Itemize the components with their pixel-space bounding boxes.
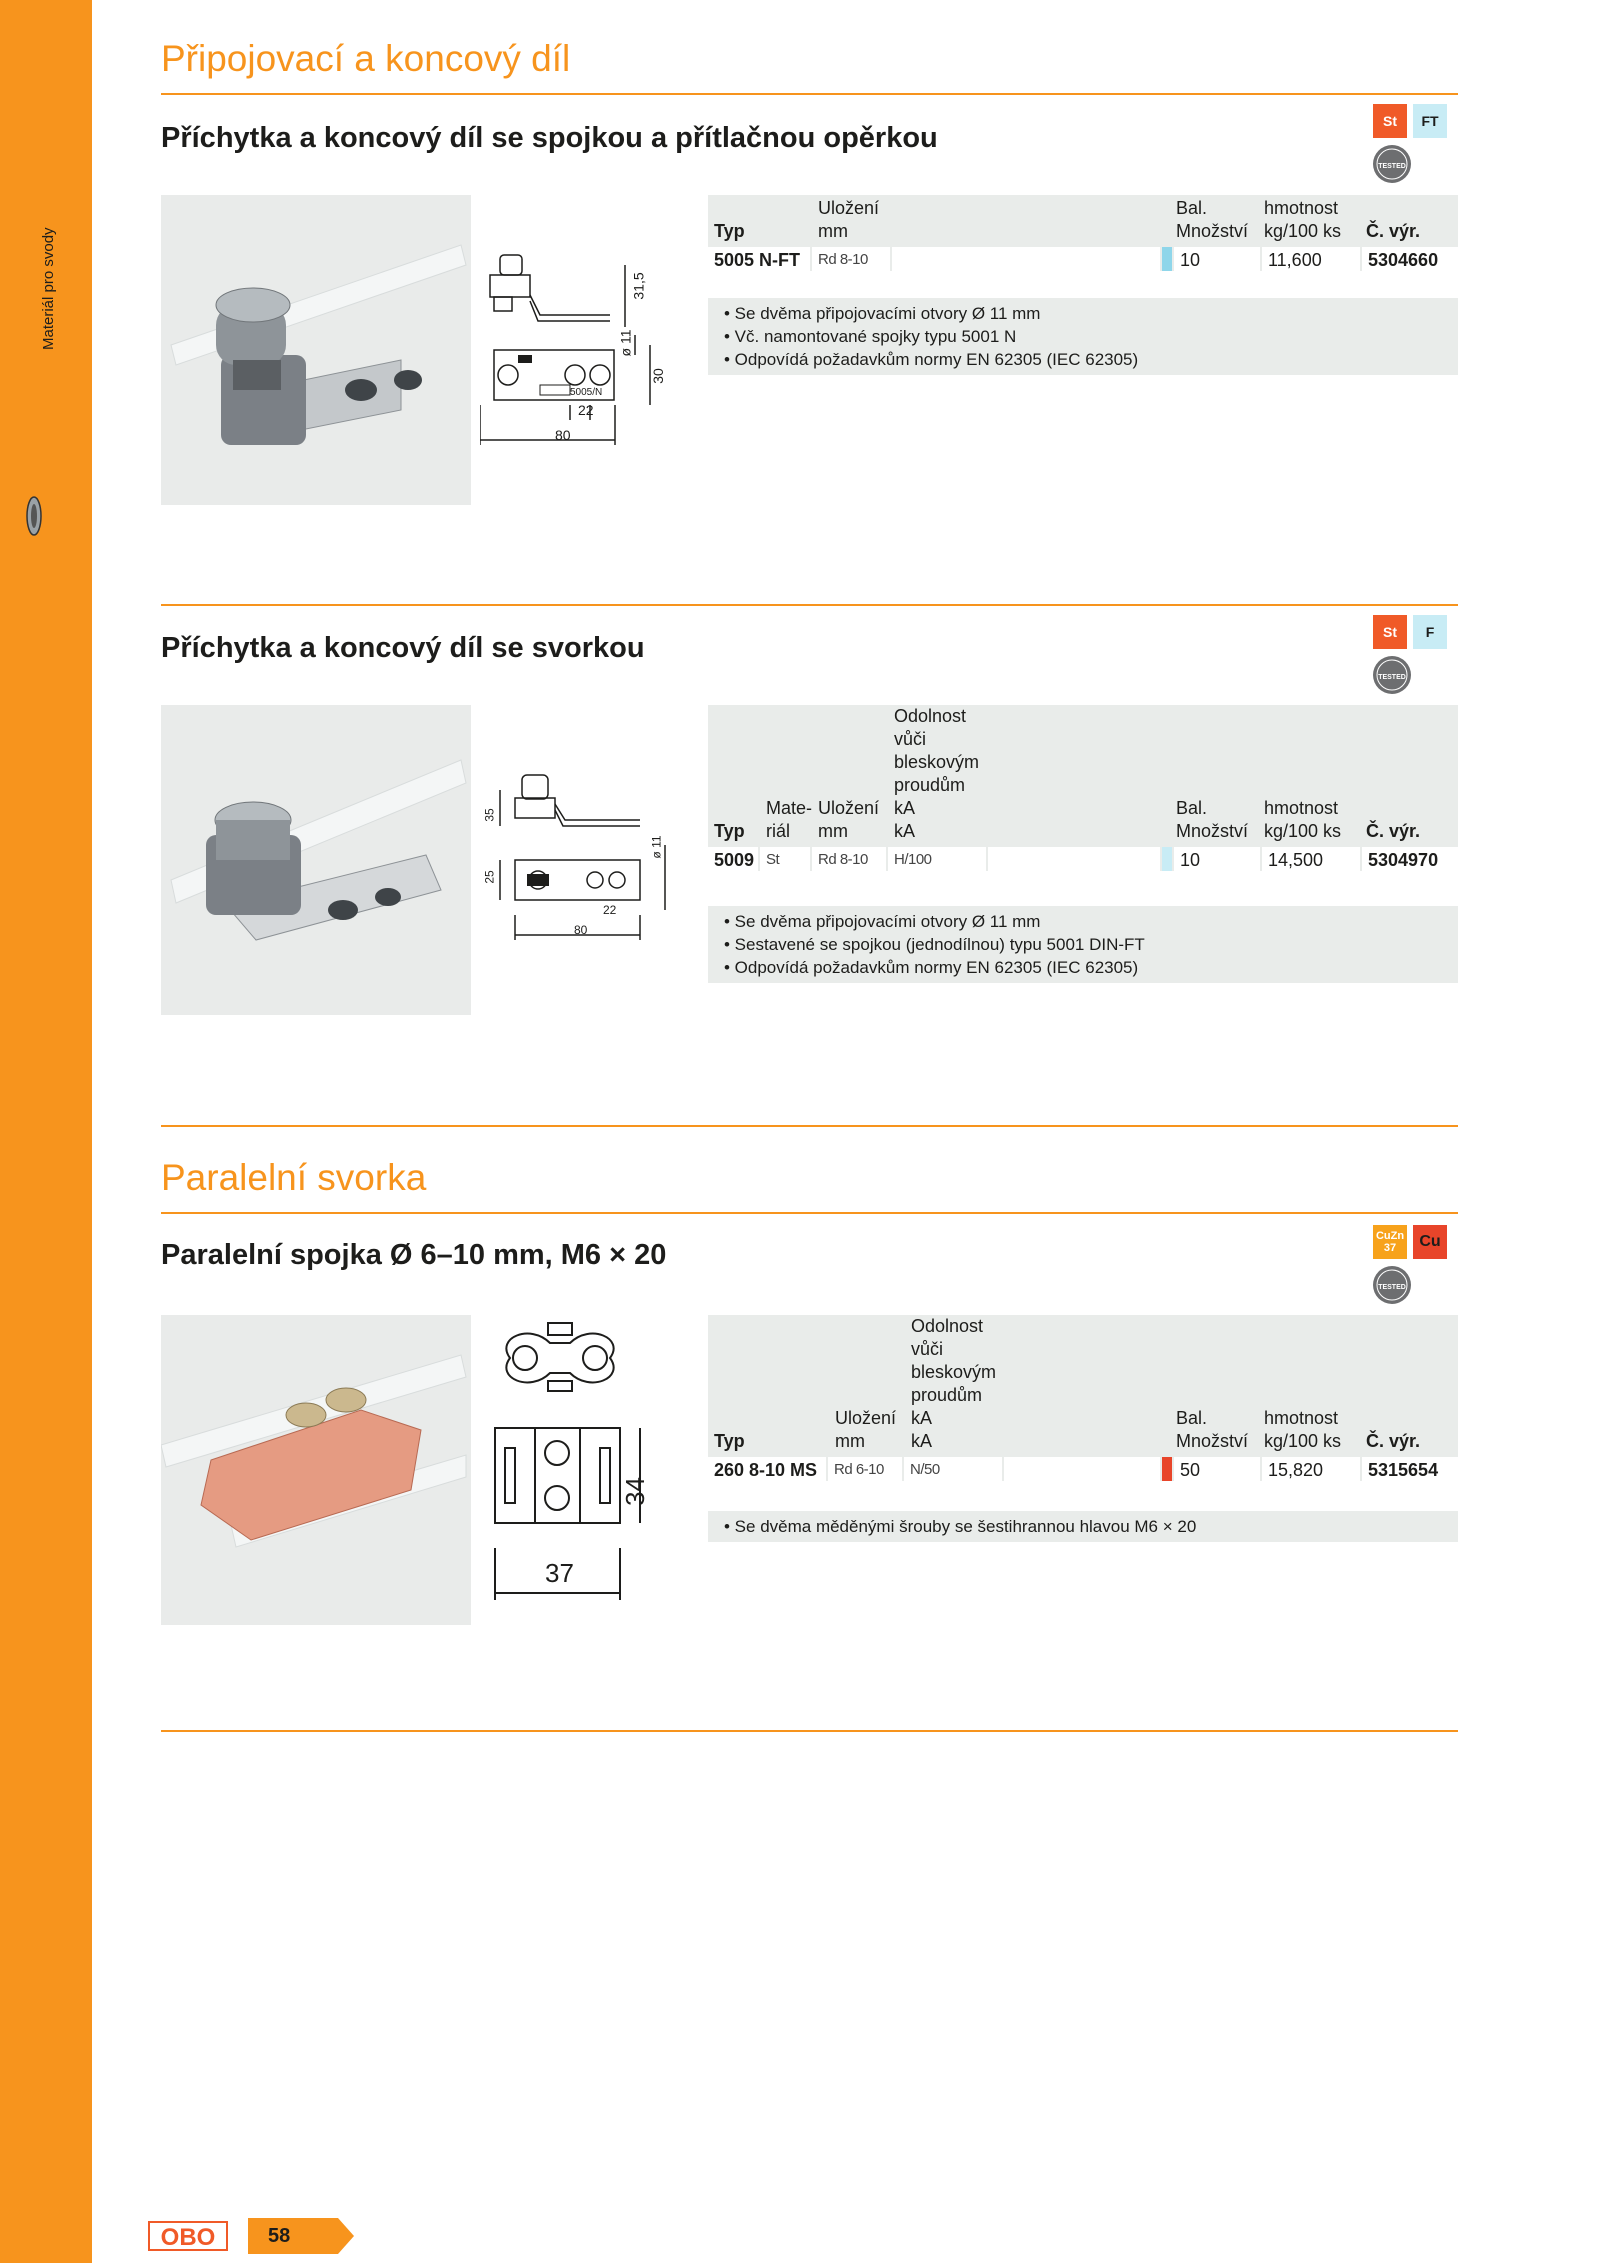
dimension-label: 80 — [574, 923, 588, 937]
section-rule — [161, 1730, 1458, 1732]
svg-text:TESTED: TESTED — [1378, 674, 1406, 681]
cell-hmotnost: 14,500 — [1262, 847, 1362, 871]
table-row — [708, 847, 1458, 873]
product-notes — [708, 1511, 1458, 1542]
col-header: Mate- riál — [766, 798, 813, 841]
cell-empty — [892, 247, 1162, 271]
cell-ulozeni: Rd 8-10 — [812, 847, 888, 871]
note-item: • Odpovídá požadavkům normy EN 62305 (IEC 62305) — [724, 958, 1139, 977]
product-title: Příchytka a koncový díl se spojkou a přítlačnou opěrkou — [161, 122, 938, 154]
clamp-photo-illustration — [161, 195, 471, 505]
product-title: Příchytka a koncový díl se svorkou — [161, 632, 645, 664]
cell-cislo: 5315654 — [1362, 1457, 1458, 1481]
cell-odolnost: N/50 — [904, 1457, 1004, 1481]
page-number-text: 58 — [268, 2225, 291, 2247]
sidebar-label: Materiál pro svody — [40, 227, 57, 350]
material-badge: Cu — [1413, 1225, 1447, 1259]
cable-clip-icon — [24, 494, 44, 538]
finish-badge: FT — [1413, 104, 1447, 138]
col-header: hmotnost kg/100 ks — [1264, 798, 1342, 841]
section-title: Připojovací a koncový díl — [161, 38, 571, 79]
col-header: Uložení mm — [818, 198, 880, 241]
col-header: Č. výr. — [1366, 1431, 1421, 1451]
table-row — [708, 1457, 1458, 1483]
dimension-label: 22 — [578, 402, 594, 418]
col-header: Odolnost vůči bleskovým proudům kA kA — [911, 1316, 997, 1451]
finish-badge: F — [1413, 615, 1447, 649]
col-header: Odolnost vůči bleskovým proudům kA kA — [894, 706, 980, 841]
note-item: • Vč. namontované spojky typu 5001 N — [724, 327, 1017, 346]
cell-odolnost: H/100 — [888, 847, 988, 871]
dimension-label: 25 — [482, 870, 497, 884]
col-header: Uložení mm — [818, 798, 880, 841]
col-header: hmotnost kg/100 ks — [1264, 1408, 1342, 1451]
logo-text: OBO — [160, 2224, 216, 2251]
material-badge: St — [1373, 104, 1407, 138]
cell-typ: 260 8-10 MS — [708, 1457, 828, 1481]
col-header: Typ — [714, 821, 745, 841]
obo-logo — [148, 2218, 228, 2254]
tested-seal-icon — [1372, 144, 1412, 184]
clamp-photo-illustration — [161, 705, 471, 1015]
note-item: • Se dvěma připojovacími otvory Ø 11 mm — [724, 912, 1041, 931]
material-badge: CuZn 37 — [1373, 1225, 1407, 1259]
cell-cislo: 5304970 — [1362, 847, 1458, 871]
drawing-part-label: 5005/N — [570, 387, 603, 398]
cell-typ: 5005 N-FT — [708, 247, 812, 271]
dimension-label: ø 11 — [617, 329, 634, 357]
cell-bal: 10 — [1174, 247, 1262, 271]
section-title: Paralelní svorka — [161, 1157, 427, 1198]
col-header: Bal. Množství — [1176, 798, 1249, 841]
product-table — [708, 705, 1458, 873]
product-notes — [708, 906, 1458, 983]
col-header: Typ — [714, 1431, 745, 1451]
cell-typ: 5009 — [708, 847, 760, 871]
cell-hmotnost: 11,600 — [1262, 247, 1362, 271]
dimension-label: 80 — [555, 427, 571, 443]
clamp-photo-illustration — [161, 1315, 471, 1625]
cell-bal: 10 — [1174, 847, 1262, 871]
col-header: hmotnost kg/100 ks — [1264, 198, 1342, 241]
product-title: Paralelní spojka Ø 6–10 mm, M6 × 20 — [161, 1239, 667, 1271]
note-item: • Odpovídá požadavkům normy EN 62305 (IEC 62305) — [724, 350, 1139, 369]
color-indicator — [1162, 1457, 1174, 1481]
dimension-label: 35 — [482, 808, 497, 822]
svg-text:TESTED: TESTED — [1378, 1284, 1406, 1291]
product-notes — [708, 298, 1458, 375]
dimension-label: 37 — [545, 1558, 574, 1588]
material-badge: St — [1373, 615, 1407, 649]
cell-ulozeni: Rd 8-10 — [812, 247, 892, 271]
cell-cislo: 5304660 — [1362, 247, 1458, 271]
dimension-label: 34 — [619, 1477, 650, 1506]
page-number — [248, 2218, 354, 2254]
technical-drawing — [490, 1318, 690, 1618]
dimension-label: 31,5 — [630, 272, 647, 300]
product-photo — [161, 705, 471, 1015]
col-header: Typ — [714, 221, 745, 241]
cell-ulozeni: Rd 6-10 — [828, 1457, 904, 1481]
col-header: Č. výr. — [1366, 821, 1421, 841]
section-rule — [161, 93, 1458, 95]
product-photo — [161, 1315, 471, 1625]
cell-bal: 50 — [1174, 1457, 1262, 1481]
note-item: • Se dvěma připojovacími otvory Ø 11 mm — [724, 304, 1041, 323]
color-indicator — [1162, 247, 1174, 271]
cell-empty — [988, 847, 1162, 871]
dimension-label: 22 — [603, 903, 617, 917]
col-header: Bal. Množství — [1176, 1408, 1249, 1451]
cell-material: St — [760, 847, 812, 871]
tested-seal-icon — [1372, 655, 1412, 695]
section-rule — [161, 604, 1458, 606]
table-row — [708, 247, 1458, 273]
cell-empty — [1004, 1457, 1162, 1481]
svg-text:TESTED: TESTED — [1378, 163, 1406, 170]
product-table — [708, 1315, 1458, 1483]
note-item: • Se dvěma měděnými šrouby se šestihrannou hlavou M6 × 20 — [724, 1517, 1197, 1536]
dimension-label: 30 — [649, 368, 666, 384]
col-header: Bal. Množství — [1176, 198, 1249, 241]
product-table — [708, 195, 1458, 273]
section-rule — [161, 1125, 1458, 1127]
technical-drawing — [480, 245, 680, 450]
dimension-label: ø 11 — [649, 835, 664, 859]
col-header: Č. výr. — [1366, 221, 1421, 241]
color-indicator — [1162, 847, 1174, 871]
product-photo — [161, 195, 471, 505]
note-item: • Sestavené se spojkou (jednodílnou) typu 5001 DIN-FT — [724, 935, 1145, 954]
section-rule — [161, 1212, 1458, 1214]
col-header: Uložení mm — [835, 1408, 897, 1451]
cell-hmotnost: 15,820 — [1262, 1457, 1362, 1481]
tested-seal-icon — [1372, 1265, 1412, 1305]
